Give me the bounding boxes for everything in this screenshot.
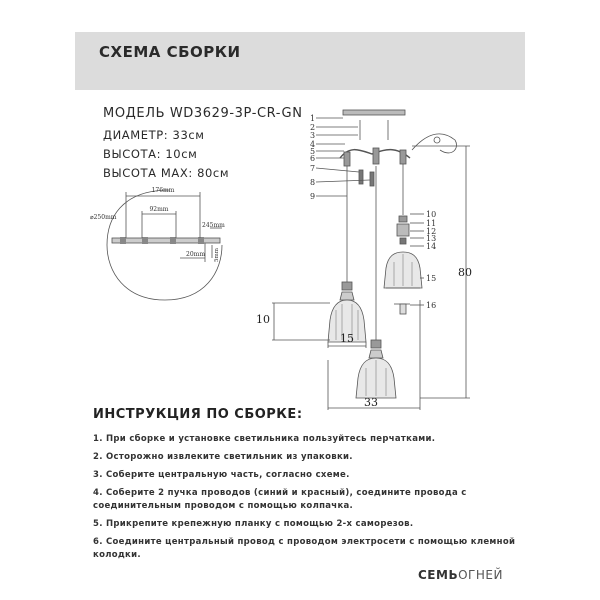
part-number-3: 3	[310, 131, 316, 140]
dim-20-label: 20mm	[186, 251, 206, 258]
page-title: СХЕМА СБОРКИ	[99, 43, 241, 61]
instruction-step: 3. Соберите центральную часть, согласно схеме.	[93, 470, 350, 480]
part-number-8: 8	[310, 178, 316, 187]
part-number-9: 9	[310, 192, 316, 201]
part-number-5: 5	[310, 147, 316, 156]
instructions-title: ИНСТРУКЦИЯ ПО СБОРКЕ:	[93, 407, 303, 422]
dim-33-label: 33	[364, 396, 378, 409]
spec-value: 80см	[197, 166, 230, 180]
part-number-14: 14	[426, 242, 437, 251]
dim-80-label: 80	[458, 266, 472, 279]
part-number-1: 1	[310, 114, 316, 123]
instruction-step: 1. При сборке и установке светильника пользуйтесь перчатками.	[93, 434, 436, 444]
part-number-13: 13	[426, 234, 437, 243]
part-number-10: 10	[426, 210, 437, 219]
spec-value: 10см	[165, 147, 198, 161]
spec-label: ВЫСОТА:	[103, 147, 162, 161]
part-number-15: 15	[426, 274, 437, 283]
dim-245-label: 245mm	[202, 222, 225, 229]
dim-15-label: 15	[340, 332, 354, 345]
dim-250-label: ⌀250mm	[90, 214, 117, 221]
brand-logo-bold: СЕМЬ	[418, 568, 459, 582]
model-name: МОДЕЛЬ WD3629-3P-CR-GN	[103, 106, 303, 121]
instruction-step: 2. Осторожно извлеките светильник из упаковки.	[93, 452, 353, 462]
ceiling-plate	[343, 110, 405, 115]
dim-176-label: 176mm	[151, 187, 175, 194]
part-number-4: 4	[310, 140, 316, 149]
instruction-step: 6. Соедините центральный провод с проводом электросети с помощью клемной колодки.	[93, 537, 516, 560]
brand-logo-thin: ОГНЕЙ	[458, 568, 503, 582]
instruction-step: 4. Соберите 2 пучка проводов (синий и красный), соедините провода с соединительным проводом с помощью колпачка.	[93, 488, 467, 511]
spec-label: ВЫСОТА MAX:	[103, 166, 193, 180]
part-number-7: 7	[310, 164, 316, 173]
part-number-6: 6	[310, 154, 316, 163]
wire-connector	[412, 134, 457, 153]
spec-label: ДИАМЕТР:	[103, 128, 169, 142]
instructions-list	[93, 433, 533, 567]
part-number-12: 12	[426, 227, 437, 236]
spec-value: 33см	[172, 128, 205, 142]
dim-92-label: 92mm	[149, 206, 169, 213]
part-number-11: 11	[426, 219, 437, 228]
fixture-drawing	[272, 110, 470, 410]
brand-logo	[418, 568, 503, 582]
instruction-step: 5. Прикрепите крепежную планку с помощью 2-х саморезов.	[93, 519, 414, 529]
dim-10-label: 10	[256, 313, 270, 326]
part-number-2: 2	[310, 123, 316, 132]
dim-5-label: 5mm	[214, 248, 220, 262]
part-number-16: 16	[426, 301, 437, 310]
